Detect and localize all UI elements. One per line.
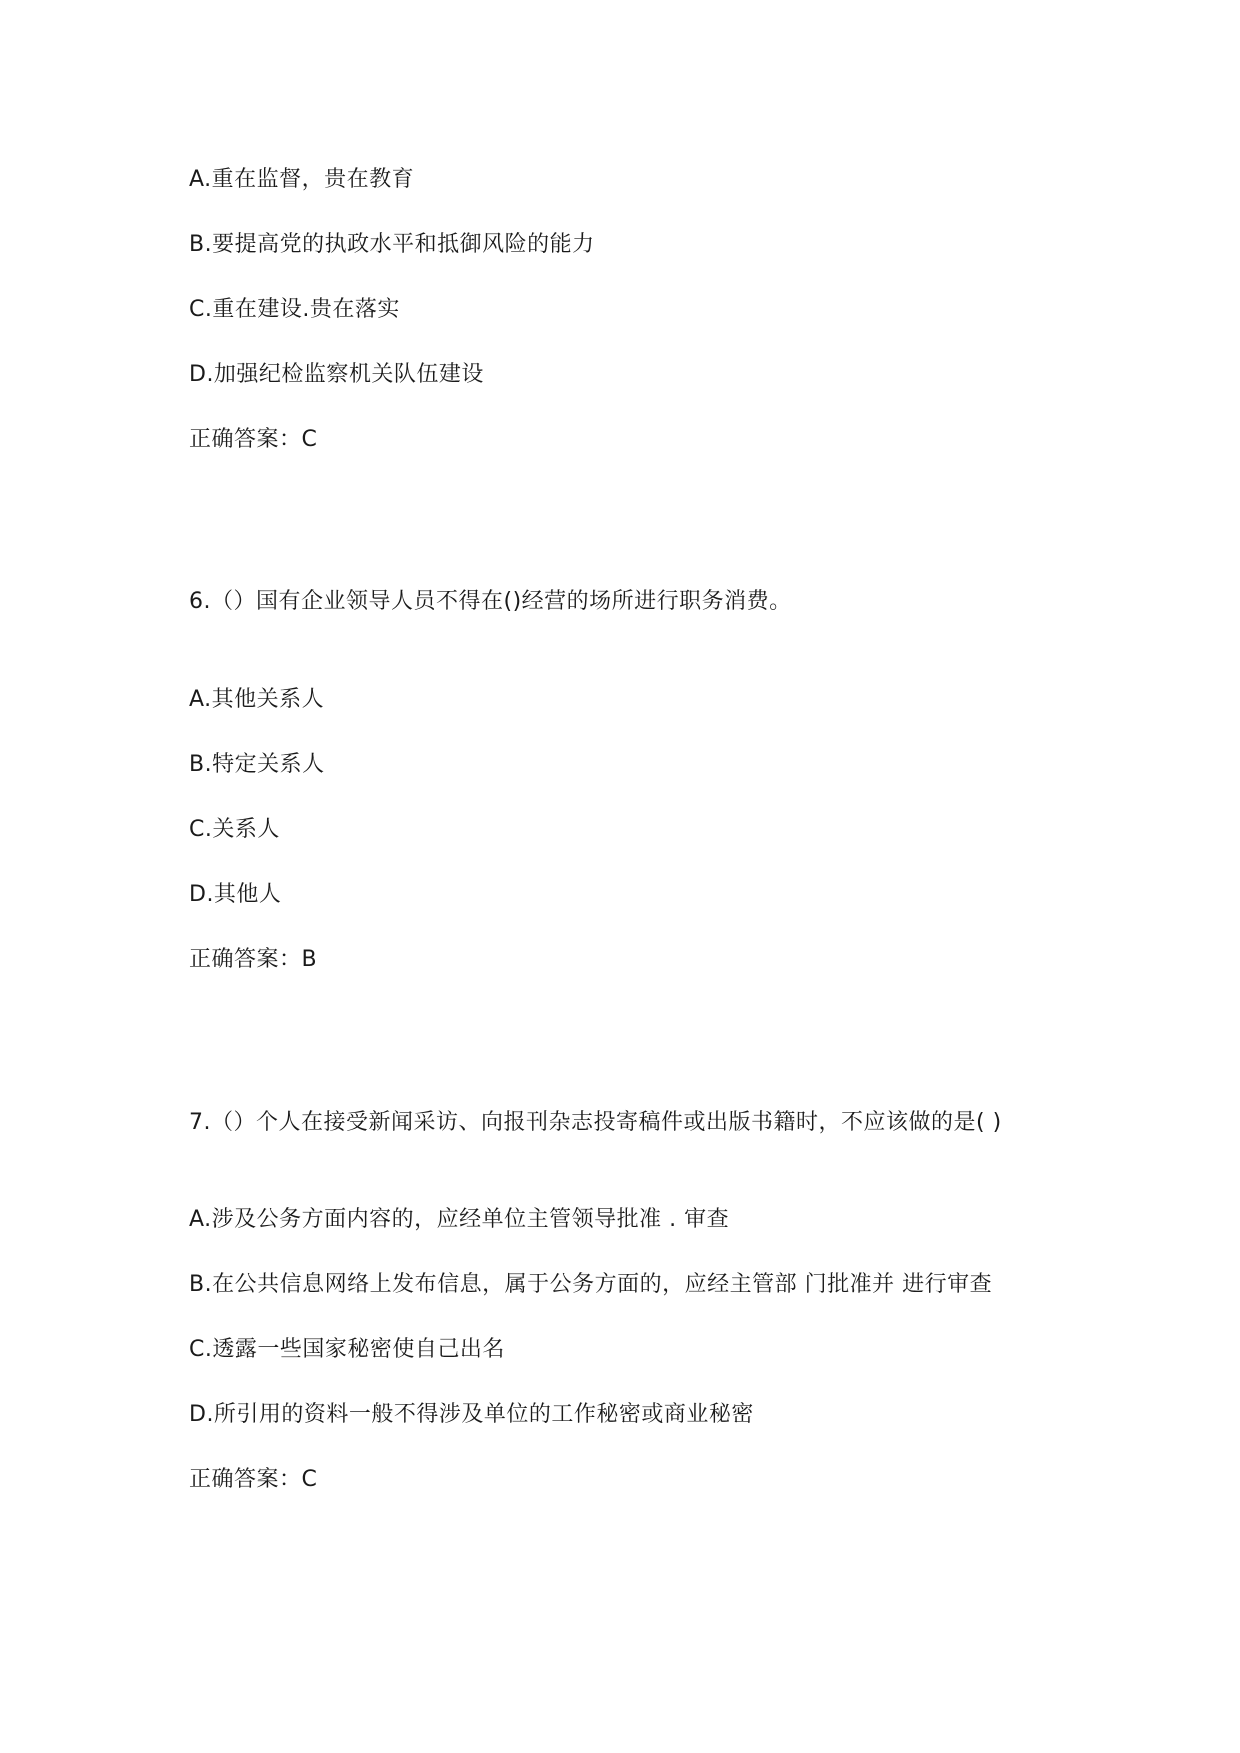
q7-answer: 正确答案：C xyxy=(189,1467,318,1492)
q7-stem: 7.（）个人在接受新闻采访、向报刊杂志投寄稿件或出版书籍时，不应该做的是( ) xyxy=(189,1110,1002,1135)
prev-option-a: A.重在监督，贵在教育 xyxy=(189,167,415,192)
q6-answer: 正确答案：B xyxy=(189,947,318,972)
q7-option-c: C.透露一些国家秘密使自己出名 xyxy=(189,1337,505,1362)
q7-option-d: D.所引用的资料一般不得涉及单位的工作秘密或商业秘密 xyxy=(189,1402,754,1427)
prev-option-c: C.重在建设.贵在落实 xyxy=(189,297,400,322)
q7-option-b: B.在公共信息网络上发布信息，属于公务方面的，应经主管部 门批准并 进行审查 xyxy=(189,1272,993,1297)
q6-option-a: A.其他关系人 xyxy=(189,687,325,712)
q6-option-d: D.其他人 xyxy=(189,882,282,907)
prev-option-b: B.要提高党的执政水平和抵御风险的能力 xyxy=(189,232,595,257)
q6-option-b: B.特定关系人 xyxy=(189,752,325,777)
q7-option-a: A.涉及公务方面内容的，应经单位主管领导批准 . 审查 xyxy=(189,1207,730,1232)
prev-answer: 正确答案：C xyxy=(189,427,318,452)
q6-stem: 6.（）国有企业领导人员不得在()经营的场所进行职务消费。 xyxy=(189,589,792,614)
prev-option-d: D.加强纪检监察机关队伍建设 xyxy=(189,362,484,387)
q6-option-c: C.关系人 xyxy=(189,817,280,842)
